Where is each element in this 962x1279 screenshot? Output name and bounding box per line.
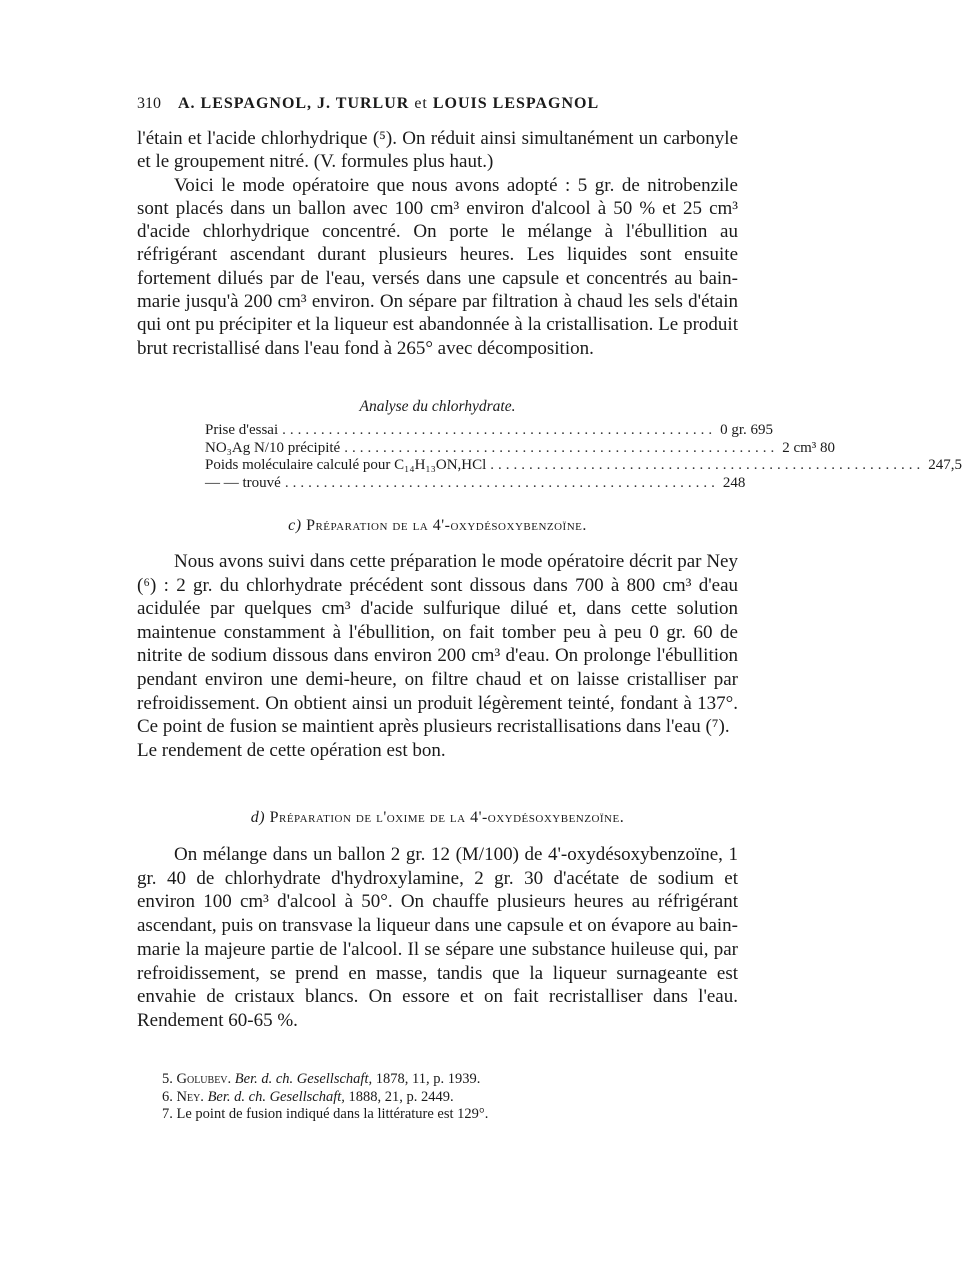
- leader-dots: ........................................................: [490, 457, 925, 473]
- footnote-reference: 1878, 11, p. 1939.: [375, 1071, 481, 1087]
- section-heading-c: [137, 517, 738, 535]
- page-number: 310: [137, 95, 161, 112]
- footnote-author: Ney.: [176, 1088, 204, 1105]
- leader-dots: ........................................................: [284, 474, 719, 491]
- analysis-title: Analyse du chlorhydrate.: [359, 398, 516, 415]
- running-header: [137, 95, 697, 113]
- footnote-journal: Ber. d. ch. Gesellschaft,: [234, 1071, 373, 1087]
- paragraph-4-text: Le rendement de cette opération est bon.: [137, 739, 446, 761]
- paragraph-2-text: Voici le mode opératoire que nous avons adopté : 5 gr. de nitrobenzile sont placés dans un ballon avec 100 cm³ environ d'alcool à 50 % et 25 cm³ d'acide chlorhydrique concentré. On porte le mélange à l'ébullition au réfrigérant ascendant durant plusieurs heures. Les liquides sont ensuite fortement dilués par de l'eau, versés dans une capsule et concentrés au bain-marie jusqu'à 200 cm³ environ. On sépare par filtration à chaud les sels d'étain qui ont pu précipiter et la liqueur est abandonnée à la cristallisation. Le produit brut recristallisé dans l'eau fond à 265° avec décomposition.: [137, 174, 738, 359]
- footnote-number: 5.: [162, 1071, 173, 1087]
- analysis-label: NO₃Ag N/10 précipité: [205, 439, 341, 456]
- analysis-label: — — trouvé: [205, 474, 281, 491]
- footnote: [162, 1071, 722, 1089]
- footnote-number: 7.: [162, 1106, 173, 1122]
- section-label: d): [250, 809, 266, 826]
- body-paragraph: On mélange dans un ballon 2 gr. 12 (M/100) de 4'-oxydésoxybenzoïne, 1 gr. 40 de chlorhydrate d'hydroxylamine, 2 gr. 30 d'acétate de sodium et environ 100 cm³ d'alcool à 50°. On chauffe plusieurs heures au réfrigérant ascendant, puis on transvase la liqueur dans une capsule et on évapore au bain-marie la majeure partie de l'alcool. Il se sépare une substance huileuse qui, par refroidissement, se prend en masse, tandis que la liqueur surnageante est envahie de cristaux blancs. On essore et on fait recristalliser dans l'eau. Rendement 60-65 %.: [137, 844, 738, 1031]
- analysis-value: 247,5: [928, 457, 962, 473]
- body-paragraph-continuation: [137, 127, 738, 360]
- analysis-row: [205, 439, 836, 458]
- header-last-author: LOUIS LESPAGNOL: [432, 95, 600, 112]
- footnote-text: Le point de fusion indiqué dans la littérature est 129°.: [176, 1106, 489, 1122]
- paragraph-1-text: l'étain et l'acide chlorhydrique (⁵). On réduit ainsi simultanément un carbonyle et le groupement nitré. (V. formules plus haut.): [137, 128, 738, 173]
- analysis-row: [205, 422, 774, 440]
- body-paragraph: [137, 550, 738, 762]
- footnote-author: Golubev.: [176, 1071, 232, 1087]
- footnote-reference: 1888, 21, p. 2449.: [348, 1088, 454, 1105]
- analysis-value: 0 gr. 695: [720, 422, 774, 438]
- leader-dots: ........................................................: [344, 439, 779, 456]
- leader-dots: ........................................................: [282, 422, 717, 438]
- analysis-value: 2 cm³ 80: [782, 439, 836, 456]
- section-title: Préparation de l'oxime de la 4'-oxydésoxybenzoïne.: [269, 809, 625, 826]
- analysis-label: Prise d'essai: [205, 422, 279, 438]
- footnote: [162, 1106, 722, 1124]
- paragraph-3-text: Nous avons suivi dans cette préparation le mode opératoire décrit par Ney (⁶) : 2 gr. du chlorhydrate précédent sont dissous dans 700 à 800 cm³ d'eau acidulée par quelques cm³ d'acide sulfurique dilué et, dans cette solution maintenue constamment à l'ébullition, on fait tomber peu à peu 0 gr. 60 de nitrite de sodium dissous dans environ 200 cm³ d'eau. On prolonge l'ébullition pendant environ une demi-heure, on filtre chaud et on laisse cristalliser par refroidissement. On obtient ainsi un produit légèrement teinté, fondant à 137°. Ce point de fusion se maintient après plusieurs recristallisations dans l'eau (⁷).: [137, 551, 738, 738]
- section-label: c): [288, 517, 302, 534]
- footnote: [162, 1089, 722, 1107]
- analysis-row: [205, 474, 746, 493]
- section-heading-d: [137, 809, 738, 827]
- analysis-value: 248: [722, 474, 746, 491]
- footnotes: [162, 1071, 722, 1124]
- analysis-table: [205, 422, 962, 492]
- footnote-journal: Ber. d. ch. Gesellschaft,: [207, 1088, 345, 1105]
- header-authors: A. LESPAGNOL, J. TURLUR: [178, 95, 410, 112]
- header-conjunction: et: [414, 95, 428, 112]
- analysis-label: Poids moléculaire calculé pour C₁₄H₁₃ON,HCl: [205, 457, 487, 473]
- section-title: Préparation de la 4'-oxydésoxybenzoïne.: [306, 517, 587, 534]
- analysis-row: [205, 457, 962, 475]
- footnote-number: 6.: [162, 1088, 173, 1105]
